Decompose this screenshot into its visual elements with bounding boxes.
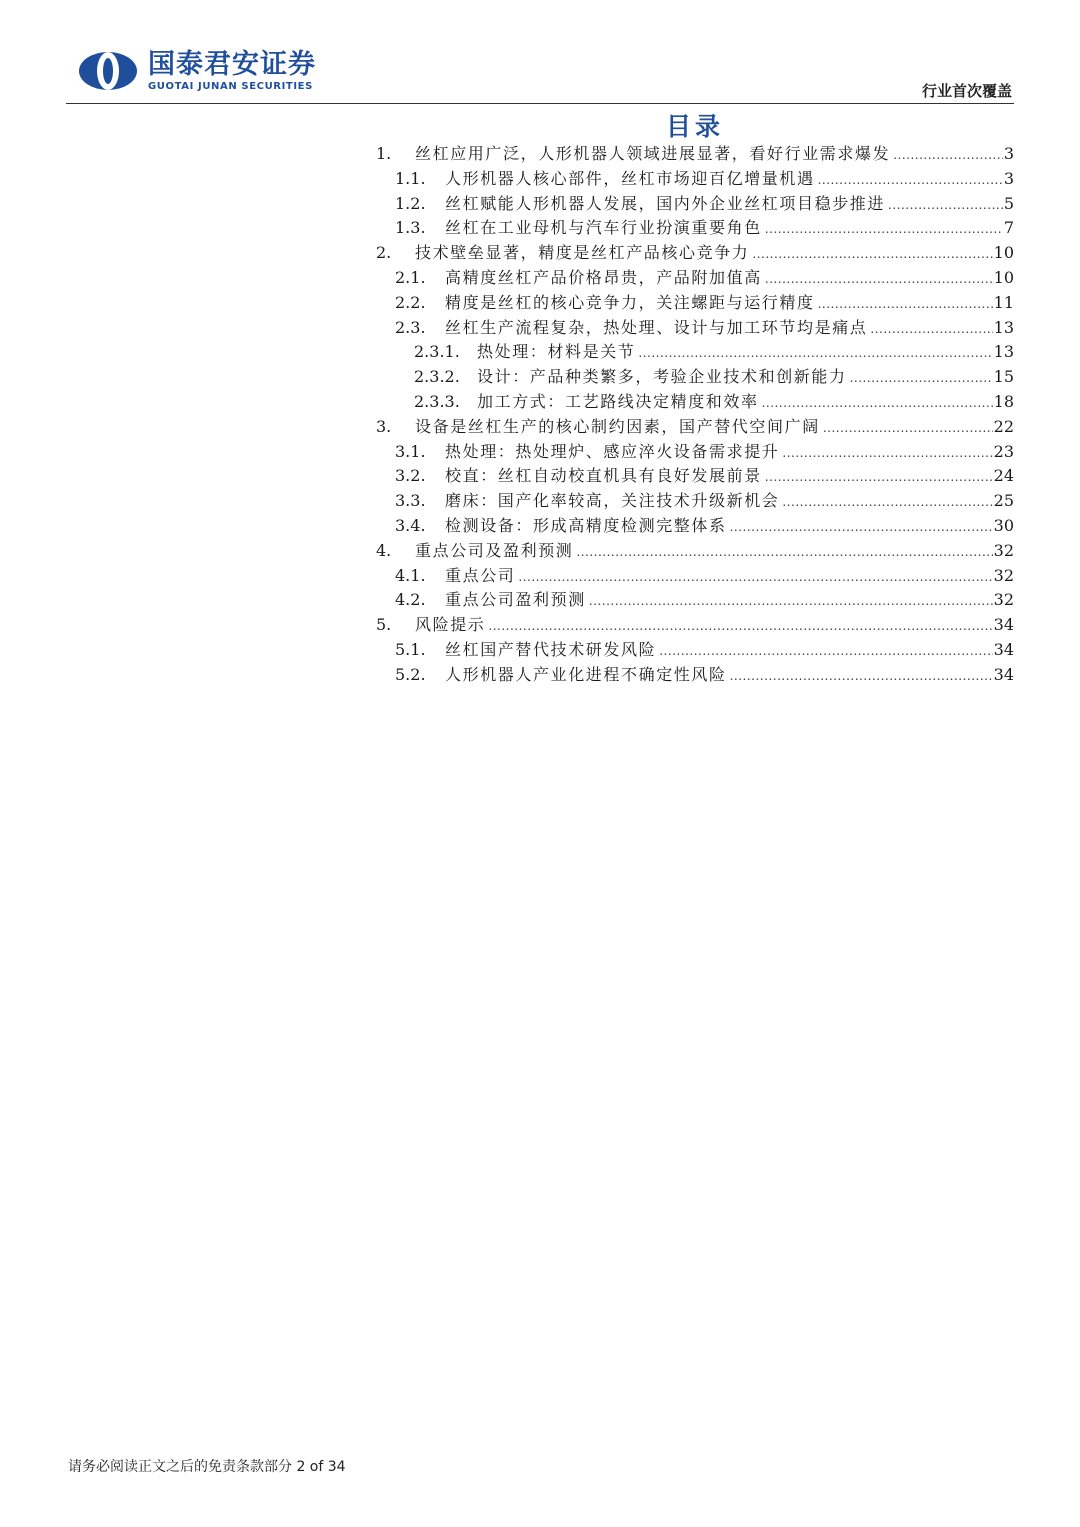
toc-entry[interactable] (376, 192, 1014, 217)
page-footer: 请务必阅读正文之后的免责条款部分 2 of 34 (68, 1459, 346, 1475)
toc-dot-leader (765, 465, 993, 490)
toc-entry-title: 丝杠赋能人形机器人发展，国内外企业丝杠项目稳步推进 (445, 193, 886, 213)
toc-entry[interactable] (376, 291, 1014, 316)
toc-entry[interactable] (376, 316, 1014, 341)
toc-dot-leader (576, 540, 992, 565)
toc-entry[interactable] (376, 216, 1014, 241)
toc-dot-leader (730, 664, 993, 689)
toc-dot-leader (765, 267, 993, 292)
toc-dot-leader (765, 217, 1003, 242)
toc-entry-number: 2. (376, 243, 392, 263)
toc-entry-page: 34 (993, 639, 1014, 659)
toc-entry-page: 11 (993, 292, 1014, 312)
guotai-junan-logo-icon (78, 51, 138, 91)
toc-entry-number: 5.2. (395, 664, 426, 684)
header-divider (66, 103, 1014, 104)
toc-entry[interactable] (376, 365, 1014, 390)
toc-entry-title: 热处理：材料是关节 (477, 342, 636, 362)
table-of-contents (376, 142, 1014, 688)
toc-entry[interactable] (376, 564, 1014, 589)
toc-entry-number: 1.3. (395, 218, 426, 238)
toc-entry-title: 人形机器人产业化进程不确定性风险 (445, 664, 727, 684)
toc-entry-number: 3.3. (395, 491, 426, 511)
toc-entry[interactable] (376, 638, 1014, 663)
toc-entry-title: 精度是丝杠的核心竞争力，关注螺距与运行精度 (445, 292, 815, 312)
report-type-tag: 行业首次覆盖 (921, 82, 1012, 100)
logo-chinese-name: 国泰君安证券 (148, 49, 316, 80)
toc-entry-number: 1.1. (395, 168, 426, 188)
toc-dot-leader (752, 242, 992, 267)
logo-english-name: GUOTAI JUNAN SECURITIES (148, 81, 313, 92)
toc-dot-leader (782, 490, 992, 515)
toc-dot-leader (888, 193, 1003, 218)
toc-entry-page: 15 (993, 367, 1014, 387)
toc-dot-leader (762, 391, 993, 416)
toc-entry-page: 24 (993, 466, 1014, 486)
toc-entry-page: 18 (993, 391, 1014, 411)
toc-entry-title: 重点公司 (445, 565, 516, 585)
toc-title: 目录 (665, 112, 724, 141)
toc-entry-page: 22 (993, 416, 1014, 436)
toc-dot-leader (488, 614, 992, 639)
toc-entry-number: 2.1. (395, 267, 426, 287)
toc-entry-number: 2.3.1. (414, 342, 460, 362)
toc-dot-leader (638, 341, 992, 366)
toc-entry-title: 技术壁垒显著，精度是丝杠产品核心竞争力 (415, 243, 750, 263)
toc-entry[interactable] (376, 464, 1014, 489)
toc-entry[interactable] (376, 489, 1014, 514)
toc-entry[interactable] (376, 663, 1014, 688)
toc-entry-number: 2.3.3. (414, 391, 460, 411)
toc-entry[interactable] (376, 613, 1014, 638)
toc-entry[interactable] (376, 167, 1014, 192)
toc-entry[interactable] (376, 440, 1014, 465)
toc-entry-number: 1. (376, 144, 392, 163)
toc-entry-title: 热处理：热处理炉、感应淬火设备需求提升 (445, 441, 780, 461)
toc-entry[interactable] (376, 539, 1014, 564)
toc-dot-leader (589, 589, 993, 614)
toc-dot-leader (518, 565, 992, 590)
toc-entry-page: 5 (1003, 193, 1014, 213)
toc-entry[interactable] (376, 390, 1014, 415)
toc-dot-leader (730, 515, 993, 540)
toc-entry-page: 3 (1003, 168, 1014, 188)
toc-entry-title: 重点公司及盈利预测 (415, 540, 574, 560)
toc-entry-number: 4.1. (395, 565, 426, 585)
toc-entry-title: 校直：丝杠自动校直机具有良好发展前景 (445, 466, 762, 486)
toc-entry-title: 丝杠生产流程复杂，热处理、设计与加工环节均是痛点 (445, 317, 868, 337)
toc-entry-number: 5.1. (395, 639, 426, 659)
toc-entry-title: 磨床：国产化率较高，关注技术升级新机会 (445, 491, 780, 511)
toc-entry-page: 32 (993, 565, 1014, 585)
toc-entry-number: 2.3. (395, 317, 426, 337)
toc-entry-title: 丝杠应用广泛，人形机器人领域进展显著，看好行业需求爆发 (415, 144, 891, 163)
toc-entry-title: 丝杠在工业母机与汽车行业扮演重要角色 (445, 218, 762, 238)
toc-entry-title: 风险提示 (415, 615, 486, 635)
toc-entry-page: 32 (993, 590, 1014, 610)
toc-entry-title: 重点公司盈利预测 (445, 590, 586, 610)
toc-entry-page: 30 (993, 515, 1014, 535)
toc-entry-title: 设计：产品种类繁多，考验企业技术和创新能力 (477, 367, 847, 387)
toc-entry-number: 4.2. (395, 590, 426, 610)
toc-entry-number: 4. (376, 540, 392, 560)
toc-dot-leader (893, 143, 1003, 168)
toc-entry-number: 2.3.2. (414, 367, 460, 387)
toc-entry-number: 5. (376, 615, 392, 635)
toc-entry-page: 34 (993, 664, 1014, 684)
toc-entry-title: 设备是丝杠生产的核心制约因素，国产替代空间广阔 (415, 416, 820, 436)
toc-entry[interactable] (376, 241, 1014, 266)
toc-entry-page: 3 (1003, 144, 1014, 163)
toc-entry-title: 丝杠国产替代技术研发风险 (445, 639, 657, 659)
toc-entry[interactable] (376, 142, 1014, 167)
toc-entry[interactable] (376, 266, 1014, 291)
toc-entry-page: 25 (993, 491, 1014, 511)
toc-dot-leader (659, 639, 992, 664)
toc-entry[interactable] (376, 415, 1014, 440)
toc-dot-leader (870, 317, 992, 342)
toc-dot-leader (850, 366, 993, 391)
toc-entry-title: 加工方式：工艺路线决定精度和效率 (477, 391, 759, 411)
toc-entry-title: 人形机器人核心部件，丝杠市场迎百亿增量机遇 (445, 168, 815, 188)
toc-entry-title: 高精度丝杠产品价格昂贵，产品附加值高 (445, 267, 762, 287)
toc-entry[interactable] (376, 588, 1014, 613)
toc-entry-page: 34 (993, 615, 1014, 635)
toc-entry-number: 2.2. (395, 292, 426, 312)
toc-entry[interactable] (376, 340, 1014, 365)
toc-entry[interactable] (376, 514, 1014, 539)
toc-entry-page: 7 (1003, 218, 1014, 238)
toc-entry-page: 32 (993, 540, 1014, 560)
toc-dot-leader (782, 441, 992, 466)
toc-entry-page: 23 (993, 441, 1014, 461)
toc-entry-number: 3.2. (395, 466, 426, 486)
toc-dot-leader (818, 168, 1003, 193)
toc-entry-number: 3. (376, 416, 392, 436)
company-logo (78, 50, 316, 92)
toc-dot-leader (823, 416, 993, 441)
toc-entry-page: 13 (993, 317, 1014, 337)
toc-entry-number: 3.1. (395, 441, 426, 461)
toc-entry-number: 1.2. (395, 193, 426, 213)
toc-entry-page: 10 (993, 243, 1014, 263)
toc-entry-title: 检测设备：形成高精度检测完整体系 (445, 515, 727, 535)
toc-dot-leader (818, 292, 993, 317)
toc-entry-number: 3.4. (395, 515, 426, 535)
toc-entry-page: 13 (993, 342, 1014, 362)
toc-entry-page: 10 (993, 267, 1014, 287)
